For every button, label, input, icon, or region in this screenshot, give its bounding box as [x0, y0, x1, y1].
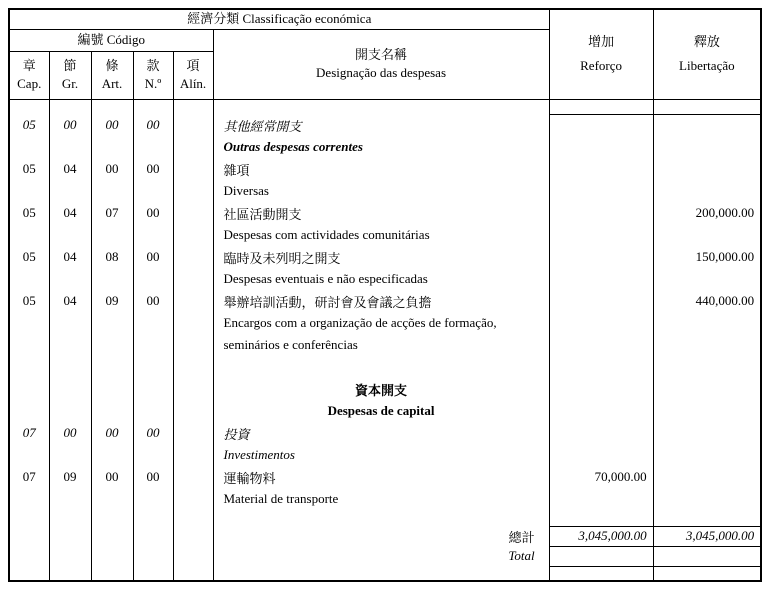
table-row: [9, 180, 761, 202]
empty-cell: [9, 510, 49, 526]
total-row: [9, 526, 761, 546]
code-gr-cell: [49, 356, 91, 378]
code-alin-cell: [173, 422, 213, 444]
code-alin-cell: [173, 136, 213, 158]
code-cap-cell: [9, 136, 49, 158]
code-art-cell: 00: [91, 466, 133, 488]
code-gr-cell: [49, 180, 91, 202]
code-n-cell: 00: [133, 114, 173, 136]
empty-cell: [91, 546, 133, 566]
header-separator-row: [9, 99, 761, 114]
code-art-cell: [91, 378, 133, 400]
code-alin-cell: [173, 378, 213, 400]
code-cap-cell: 05: [9, 114, 49, 136]
code-alin-cell: [173, 290, 213, 312]
designation-header: [213, 29, 549, 99]
code-art-cell: 00: [91, 422, 133, 444]
reforco-amount-cell: [549, 136, 653, 158]
separator-cell: [49, 99, 91, 114]
libertacao-amount-cell: 150,000.00: [653, 246, 761, 268]
description-cell: Despesas eventuais e não especificadas: [213, 268, 549, 290]
description-cell: Despesas com actividades comunitárias: [213, 224, 549, 246]
libertacao-amount-cell: [653, 466, 761, 488]
table-row: [9, 356, 761, 378]
separator-cell: [213, 99, 549, 114]
code-gr-cell: 00: [49, 114, 91, 136]
description-cell: Despesas de capital: [213, 400, 549, 422]
empty-cell: [49, 526, 91, 546]
description-cell: seminários e conferências: [213, 334, 549, 356]
libertacao-amount-cell: [653, 114, 761, 136]
code-gr-cell: [49, 444, 91, 466]
code-cap-cell: 05: [9, 158, 49, 180]
empty-amount-cell: [653, 566, 761, 581]
code-cap-cell: [9, 268, 49, 290]
empty-cell: [9, 566, 49, 581]
code-cap-cell: 05: [9, 290, 49, 312]
total-label-zh: 總計: [213, 526, 549, 546]
code-art-cell: [91, 356, 133, 378]
description-cell: 運輸物料: [213, 466, 549, 488]
code-art-cell: [91, 444, 133, 466]
col-header-art: [91, 51, 133, 99]
empty-cell: [213, 510, 549, 526]
code-n-cell: [133, 268, 173, 290]
description-cell: Encargos com a organização de acções de formação,: [213, 312, 549, 334]
table-row: [9, 114, 761, 136]
libertacao-amount-cell: [653, 444, 761, 466]
code-gr-cell: [49, 136, 91, 158]
empty-cell: [49, 546, 91, 566]
col-header-alin: [173, 51, 213, 99]
table-row: [9, 422, 761, 444]
reforco-amount-cell: [549, 444, 653, 466]
code-art-cell: 00: [91, 114, 133, 136]
libertacao-amount-cell: [653, 334, 761, 356]
separator-cell: [91, 99, 133, 114]
reinforcement-header-pt: Reforço: [580, 58, 623, 74]
code-gr-cell: [49, 400, 91, 422]
col-header-gr-pt: Gr.: [61, 76, 79, 92]
reforco-amount-cell: [549, 422, 653, 444]
reforco-amount-cell: [549, 114, 653, 136]
empty-cell: [9, 546, 49, 566]
libertacao-amount-cell: [653, 356, 761, 378]
empty-amount-cell: [549, 546, 653, 566]
code-gr-cell: 04: [49, 246, 91, 268]
empty-cell: [213, 566, 549, 581]
empty-cell: [173, 510, 213, 526]
release-header-zh: 釋放: [693, 33, 720, 49]
table-row: [9, 466, 761, 488]
separator-cell-reforco: [549, 99, 653, 114]
code-alin-cell: [173, 400, 213, 422]
empty-cell: [173, 526, 213, 546]
reforco-amount-cell: [549, 290, 653, 312]
libertacao-amount-cell: [653, 312, 761, 334]
reforco-amount-cell: [549, 202, 653, 224]
col-header-art-zh: 條: [105, 57, 119, 73]
code-cap-cell: 07: [9, 466, 49, 488]
code-art-cell: 09: [91, 290, 133, 312]
code-alin-cell: [173, 466, 213, 488]
reinforcement-header-zh: 增加: [588, 33, 615, 49]
reforco-amount-cell: [549, 356, 653, 378]
description-cell: 其他經常開支: [213, 114, 549, 136]
code-art-cell: 08: [91, 246, 133, 268]
code-n-cell: [133, 400, 173, 422]
description-cell: Diversas: [213, 180, 549, 202]
col-header-n: [133, 51, 173, 99]
code-gr-cell: [49, 488, 91, 510]
description-cell: [213, 356, 549, 378]
code-cap-cell: [9, 378, 49, 400]
separator-cell: [133, 99, 173, 114]
col-header-n-zh: 款: [146, 57, 160, 73]
code-n-cell: 00: [133, 202, 173, 224]
code-gr-cell: 04: [49, 202, 91, 224]
release-header: [653, 9, 761, 99]
table-row: [9, 246, 761, 268]
total-row-pt: [9, 546, 761, 566]
col-header-art-pt: Art.: [101, 76, 123, 92]
code-n-cell: [133, 334, 173, 356]
table-row: [9, 488, 761, 510]
table-row: [9, 400, 761, 422]
designation-header-pt: Designação das despesas: [316, 65, 447, 81]
code-n-cell: [133, 488, 173, 510]
code-n-cell: 00: [133, 158, 173, 180]
empty-cell: [91, 526, 133, 546]
code-alin-cell: [173, 488, 213, 510]
separator-cell: [9, 99, 49, 114]
reforco-amount-cell: [549, 312, 653, 334]
libertacao-amount-cell: 200,000.00: [653, 202, 761, 224]
reforco-amount-cell: [549, 488, 653, 510]
code-cap-cell: [9, 180, 49, 202]
code-gr-cell: 09: [49, 466, 91, 488]
table-row: [9, 312, 761, 334]
empty-cell: [133, 510, 173, 526]
description-cell: Investimentos: [213, 444, 549, 466]
code-alin-cell: [173, 202, 213, 224]
code-n-cell: [133, 224, 173, 246]
code-n-cell: [133, 356, 173, 378]
empty-cell: [173, 566, 213, 581]
code-art-cell: [91, 400, 133, 422]
code-alin-cell: [173, 246, 213, 268]
reforco-amount-cell: [549, 378, 653, 400]
code-gr-cell: [49, 312, 91, 334]
bottom-strip-row: [9, 566, 761, 581]
code-art-cell: [91, 312, 133, 334]
spacer-row: [9, 510, 761, 526]
description-cell: 社區活動開支: [213, 202, 549, 224]
code-cap-cell: [9, 224, 49, 246]
reforco-amount-cell: [549, 224, 653, 246]
code-cap-cell: 07: [9, 422, 49, 444]
libertacao-amount-cell: [653, 158, 761, 180]
budget-table: [8, 8, 762, 582]
total-label-pt: Total: [213, 546, 549, 566]
code-n-cell: 00: [133, 290, 173, 312]
code-art-cell: [91, 268, 133, 290]
code-n-cell: 00: [133, 422, 173, 444]
table-row: [9, 444, 761, 466]
code-n-cell: [133, 312, 173, 334]
col-header-gr: [49, 51, 91, 99]
code-alin-cell: [173, 268, 213, 290]
empty-cell: [653, 510, 761, 526]
libertacao-amount-cell: [653, 136, 761, 158]
code-n-cell: 00: [133, 246, 173, 268]
code-art-cell: [91, 488, 133, 510]
designation-header-zh: 開支名稱: [355, 46, 408, 62]
code-n-cell: [133, 378, 173, 400]
libertacao-amount-cell: [653, 422, 761, 444]
description-cell: Material de transporte: [213, 488, 549, 510]
code-cap-cell: 05: [9, 246, 49, 268]
code-art-cell: 07: [91, 202, 133, 224]
code-n-cell: [133, 136, 173, 158]
reinforcement-header: [549, 9, 653, 99]
code-cap-cell: [9, 312, 49, 334]
reforco-amount-cell: [549, 334, 653, 356]
code-cap-cell: [9, 400, 49, 422]
empty-cell: [49, 510, 91, 526]
code-cap-cell: 05: [9, 202, 49, 224]
empty-cell: [49, 566, 91, 581]
code-cap-cell: [9, 444, 49, 466]
empty-cell: [133, 566, 173, 581]
col-header-alin-pt: Alín.: [179, 76, 207, 92]
col-header-cap: [9, 51, 49, 99]
code-gr-cell: 04: [49, 158, 91, 180]
col-header-cap-zh: 章: [22, 57, 36, 73]
code-alin-cell: [173, 114, 213, 136]
libertacao-amount-cell: [653, 400, 761, 422]
libertacao-amount-cell: 440,000.00: [653, 290, 761, 312]
code-alin-cell: [173, 356, 213, 378]
col-header-gr-zh: 節: [63, 57, 77, 73]
description-cell: 臨時及未列明之開支: [213, 246, 549, 268]
code-gr-cell: [49, 268, 91, 290]
empty-cell: [549, 510, 653, 526]
code-art-cell: [91, 334, 133, 356]
libertacao-amount-cell: [653, 224, 761, 246]
code-gr-cell: [49, 334, 91, 356]
col-header-alin-zh: 項: [186, 57, 200, 73]
total-libertacao: 3,045,000.00: [653, 526, 761, 546]
empty-cell: [9, 526, 49, 546]
table-row: [9, 224, 761, 246]
header-row-classification: [9, 9, 761, 29]
code-gr-cell: 00: [49, 422, 91, 444]
table-row: [9, 158, 761, 180]
reforco-amount-cell: [549, 246, 653, 268]
separator-cell-libertacao: [653, 99, 761, 114]
description-cell: 雜項: [213, 158, 549, 180]
description-cell: 舉辦培訓活動，研討會及會議之負擔: [213, 290, 549, 312]
economic-classification-header: 經濟分類 Classificação económica: [9, 9, 549, 29]
reforco-amount-cell: 70,000.00: [549, 466, 653, 488]
libertacao-amount-cell: [653, 180, 761, 202]
code-alin-cell: [173, 444, 213, 466]
code-cap-cell: [9, 356, 49, 378]
code-art-cell: [91, 224, 133, 246]
code-gr-cell: [49, 224, 91, 246]
code-art-cell: 00: [91, 158, 133, 180]
code-art-cell: [91, 136, 133, 158]
code-alin-cell: [173, 180, 213, 202]
empty-amount-cell: [549, 566, 653, 581]
code-n-cell: 00: [133, 466, 173, 488]
libertacao-amount-cell: [653, 378, 761, 400]
empty-cell: [173, 546, 213, 566]
table-row: [9, 290, 761, 312]
table-body: [9, 114, 761, 510]
total-reforco: 3,045,000.00: [549, 526, 653, 546]
table-row: [9, 334, 761, 356]
code-alin-cell: [173, 334, 213, 356]
code-gr-cell: [49, 378, 91, 400]
reforco-amount-cell: [549, 268, 653, 290]
description-cell: 資本開支: [213, 378, 549, 400]
libertacao-amount-cell: [653, 488, 761, 510]
code-n-cell: [133, 444, 173, 466]
separator-cell: [173, 99, 213, 114]
libertacao-amount-cell: [653, 268, 761, 290]
empty-cell: [91, 510, 133, 526]
code-alin-cell: [173, 224, 213, 246]
reforco-amount-cell: [549, 180, 653, 202]
description-cell: 投資: [213, 422, 549, 444]
code-alin-cell: [173, 312, 213, 334]
reforco-amount-cell: [549, 400, 653, 422]
code-alin-cell: [173, 158, 213, 180]
table-row: [9, 202, 761, 224]
table-row: [9, 268, 761, 290]
col-header-n-pt: N.º: [144, 76, 162, 92]
code-art-cell: [91, 180, 133, 202]
empty-cell: [91, 566, 133, 581]
table-row: [9, 378, 761, 400]
code-gr-cell: 04: [49, 290, 91, 312]
reforco-amount-cell: [549, 158, 653, 180]
code-n-cell: [133, 180, 173, 202]
release-header-pt: Libertação: [679, 58, 735, 74]
empty-amount-cell: [653, 546, 761, 566]
description-cell: Outras despesas correntes: [213, 136, 549, 158]
code-cap-cell: [9, 488, 49, 510]
code-cap-cell: [9, 334, 49, 356]
table-row: [9, 136, 761, 158]
empty-cell: [133, 546, 173, 566]
code-group-header: 編號 Código: [9, 29, 213, 51]
col-header-cap-pt: Cap.: [17, 76, 42, 92]
empty-cell: [133, 526, 173, 546]
